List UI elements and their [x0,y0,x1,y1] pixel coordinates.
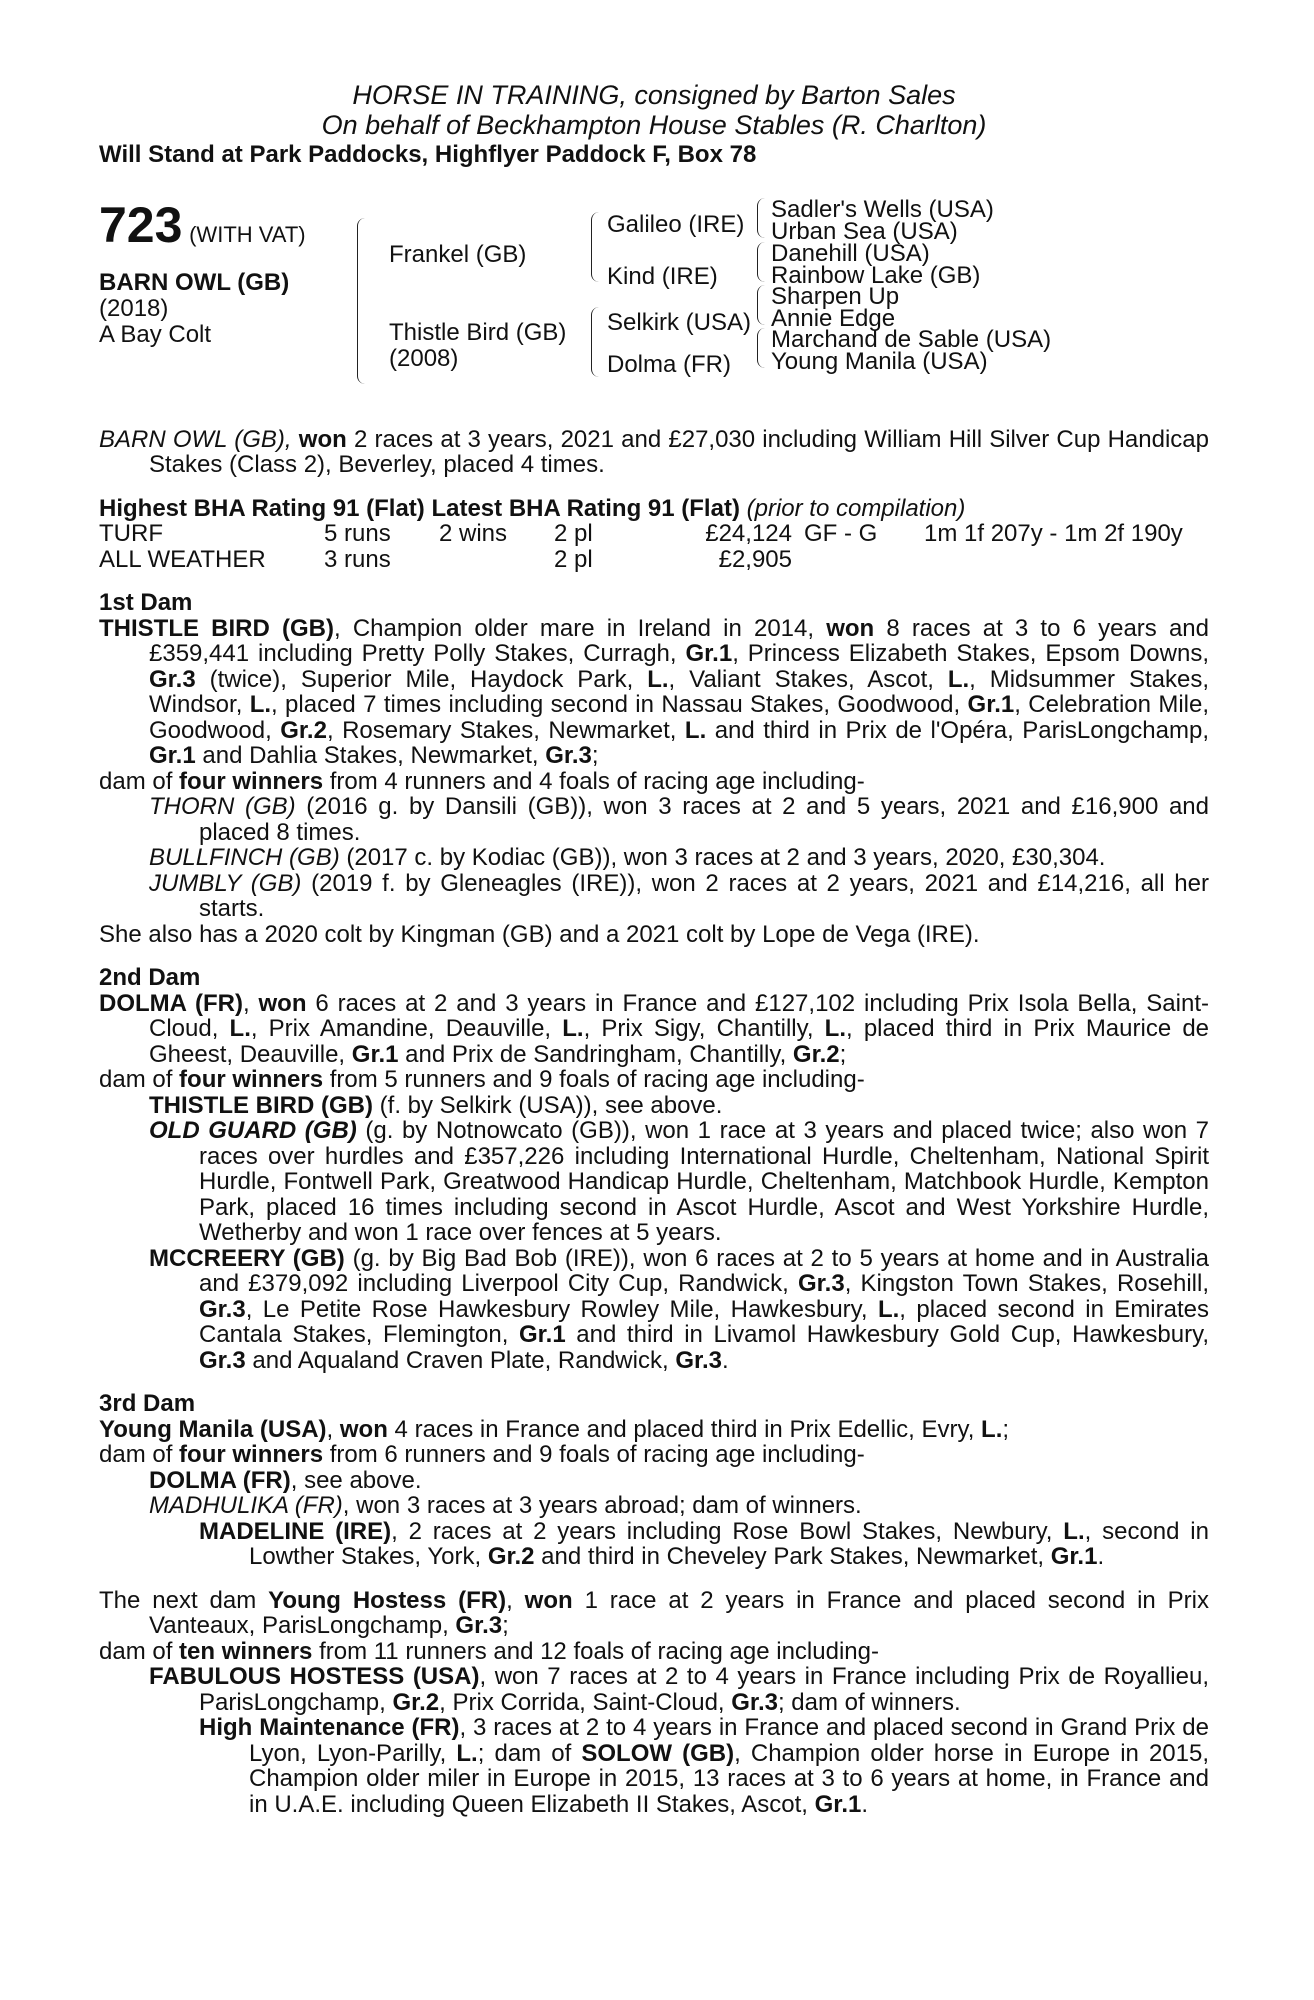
horse-year: (2018) [99,294,169,322]
dam-record: The next dam Young Hostess (FR), won 1 race at 2 years in France and placed second in Prix Vanteaux, ParisLongchamp, Gr.3; [99,1586,1209,1639]
third-dam-section [99,1391,1209,1570]
dam-of-line: dam of four winners from 4 runners and 4 foals of racing age including- [99,767,865,795]
progeny-item: MADHULIKA (FR), won 3 races at 3 years abroad; dam of winners. [149,1492,862,1519]
progeny-item: JUMBLY (GB) (2019 f. by Gleneagles (IRE)), won 2 races at 2 years, 2021 and £14,216, all her starts. [149,869,1209,922]
rating-line: Highest BHA Rating 91 (Flat) Latest BHA Rating 91 (Flat) (prior to compilation) [99,494,966,522]
sire-dam: Kind (IRE) [607,262,718,290]
progeny-item: MCCREERY (GB) (g. by Big Bad Bob (IRE)), won 6 races at 2 to 5 years at home and in Australia and £379,092 including Liverpool City Cup, Randwick, Gr.3, Kingston Town Stakes, Rosehill, Gr.3, Le Petite Rose Hawkesbury Rowley Mile, Hawkesbury, L., placed second in Emirates Cantala Stakes, Flemington, Gr.1 and third in Livamol Hawkesbury Gold Cup, Hawkesbury, Gr.3 and Aqualand Craven Plate, Randwick, Gr.3. [149,1244,1210,1374]
dam-of-line: dam of ten winners from 11 runners and 12 foals of racing age including- [99,1637,879,1665]
progeny-item: FABULOUS HOSTESS (USA), won 7 races at 2 to 4 years in France including Prix de Royallieu, ParisLongchamp, Gr.2, Prix Corrida, Saint-Cloud, Gr.3; dam of winners. [149,1663,1209,1716]
ss-brace [757,198,766,238]
sire-sire: Galileo (IRE) [607,210,745,238]
rating-block [99,496,1209,573]
dam-dam: Dolma (FR) [607,350,731,378]
progeny-item: DOLMA (FR), see above. [149,1466,422,1494]
header [99,80,1209,168]
ds-sire: Sharpen Up [771,282,900,310]
grand-progeny-item: MADELINE (IRE), 2 races at 2 years including Rose Bowl Stakes, Newbury, L., second in Lowther Stakes, York, Gr.2 and third in Cheveley Park Stakes, Newmarket, Gr.1. [199,1517,1209,1570]
lot-number-row [99,196,306,253]
ds-brace [757,285,766,325]
dam-sire: Selkirk (USA) [607,308,752,336]
rating-row-turf: TURF 5 runs 2 wins 2 pl £24,124 GF - G 1m 1f 207y - 1m 2f 190y [99,520,1183,547]
horse-description: A Bay Colt [99,320,212,348]
second-dam-section [99,965,1209,1373]
consignor-line: HORSE IN TRAINING, consigned by Barton Sales [352,80,956,110]
lot-number: 723 [99,196,183,253]
dd-dam: Young Manila (USA) [771,347,988,375]
pedigree-table [99,192,1209,427]
stand-location: Will Stand at Park Paddocks, Highflyer Paddock F, Box 78 [99,141,757,168]
first-dam-section [99,590,1209,947]
pedigree-brace [357,218,366,384]
rating-row-aw: ALL WEATHER 3 runs 2 pl £2,905 [99,545,792,573]
section-heading: 2nd Dam [99,964,201,991]
dd-sire: Marchand de Sable (USA) [771,325,1052,353]
sire-brace [591,212,600,282]
progeny-item: THISTLE BIRD (GB) (f. by Selkirk (USA)), see above. [149,1091,723,1119]
vat-label: (WITH VAT) [189,221,306,247]
dam-of-line: dam of four winners from 5 runners and 9 foals of racing age including- [99,1066,865,1093]
sire: Frankel (GB) [389,240,527,268]
dam-year: (2008) [389,344,459,372]
ds-dam: Annie Edge [771,304,896,332]
grand-progeny-item: High Maintenance (FR), 3 races at 2 to 4 years in France and placed second in Grand Prix de Lyon, Lyon-Parilly, L.; dam of SOLOW (GB), Champion older horse in Europe in 2015, Champion older miler in Europe in 2015, 13 races at 3 to 6 years at home, in France and in U.A.E. including Queen Elizabeth II Stakes, Ascot, Gr.1. [199,1714,1210,1818]
dam-brace [591,307,600,377]
dam-record: DOLMA (FR), won 6 races at 2 and 3 years in France and £127,102 including Prix Isola Bella, Saint-Cloud, L., Prix Amandine, Deauville, L., Prix Sigy, Chantilly, L., placed third in Prix Maurice de Gheest, Deauville, Gr.1 and Prix de Sandringham, Chantilly, Gr.2; [99,989,1210,1068]
also-has-line: She also has a 2020 colt by Kingman (GB) and a 2021 colt by Lope de Vega (IRE). [99,920,980,948]
dam: Thistle Bird (GB) [389,318,567,346]
progeny-item: THORN (GB) (2016 g. by Dansili (GB)), won 3 races at 2 and 5 years, 2021 and £16,900 and placed 8 times. [149,793,1209,846]
sd-dam: Rainbow Lake (GB) [771,261,981,289]
next-dam-section [99,1588,1209,1818]
section-heading: 1st Dam [99,589,193,616]
horse-name: BARN OWL (GB) [99,268,290,296]
progeny-item: OLD GUARD (GB) (g. by Notnowcato (GB)), won 1 race at 3 years and placed twice; also won 7 races over hurdles and £357,226 including International Hurdle, Cheltenham, National Spirit Hurdle, Fontwell Park, Greatwood Handicap Hurdle, Cheltenham, Matchbook Hurdle, Kempton Park, placed 16 times including second in Ascot Hurdle, Ascot and West Yorkshire Hurdle, Wetherby and won 1 race over fences at 5 years. [149,1117,1209,1246]
progeny-item: BULLFINCH (GB) (2017 c. by Kodiac (GB)), won 3 races at 2 and 3 years, 2020, £30,304. [149,844,1106,871]
ss-dam: Urban Sea (USA) [771,217,958,245]
dam-of-line: dam of four winners from 6 runners and 9 foals of racing age including- [99,1441,865,1468]
sd-brace [757,242,766,282]
ss-sire: Sadler's Wells (USA) [771,195,994,223]
dam-record: THISTLE BIRD (GB), Champion older mare in Ireland in 2014, won 8 races at 3 to 6 years and £359,441 including Pretty Polly Stakes, Curragh, Gr.1, Princess Elizabeth Stakes, Epsom Downs, Gr.3 (twice), Superior Mile, Haydock Park, L., Valiant Stakes, Ascot, L., Midsummer Stakes, Windsor, L., placed 7 times including second in Nassau Stakes, Goodwood, Gr.1, Celebration Mile, Goodwood, Gr.2, Rosemary Stakes, Newmarket, L. and third in Prix de l'Opéra, ParisLongchamp, Gr.1 and Dahlia Stakes, Newmarket, Gr.3; [99,614,1210,769]
behalf-line: On behalf of Beckhampton House Stables (R. Charlton) [321,110,987,140]
section-heading: 3rd Dam [99,1390,196,1417]
dam-record: Young Manila (USA), won 4 races in France and placed third in Prix Edellic, Evry, L.; [99,1415,1010,1443]
race-summary: BARN OWL (GB), won 2 races at 3 years, 2021 and £27,030 including William Hill Silver Cup Handicap Stakes (Class 2), Beverley, placed 4 times. [99,425,1210,478]
catalogue-page [99,80,1209,1817]
dd-brace [757,328,766,368]
sd-sire: Danehill (USA) [771,239,930,267]
